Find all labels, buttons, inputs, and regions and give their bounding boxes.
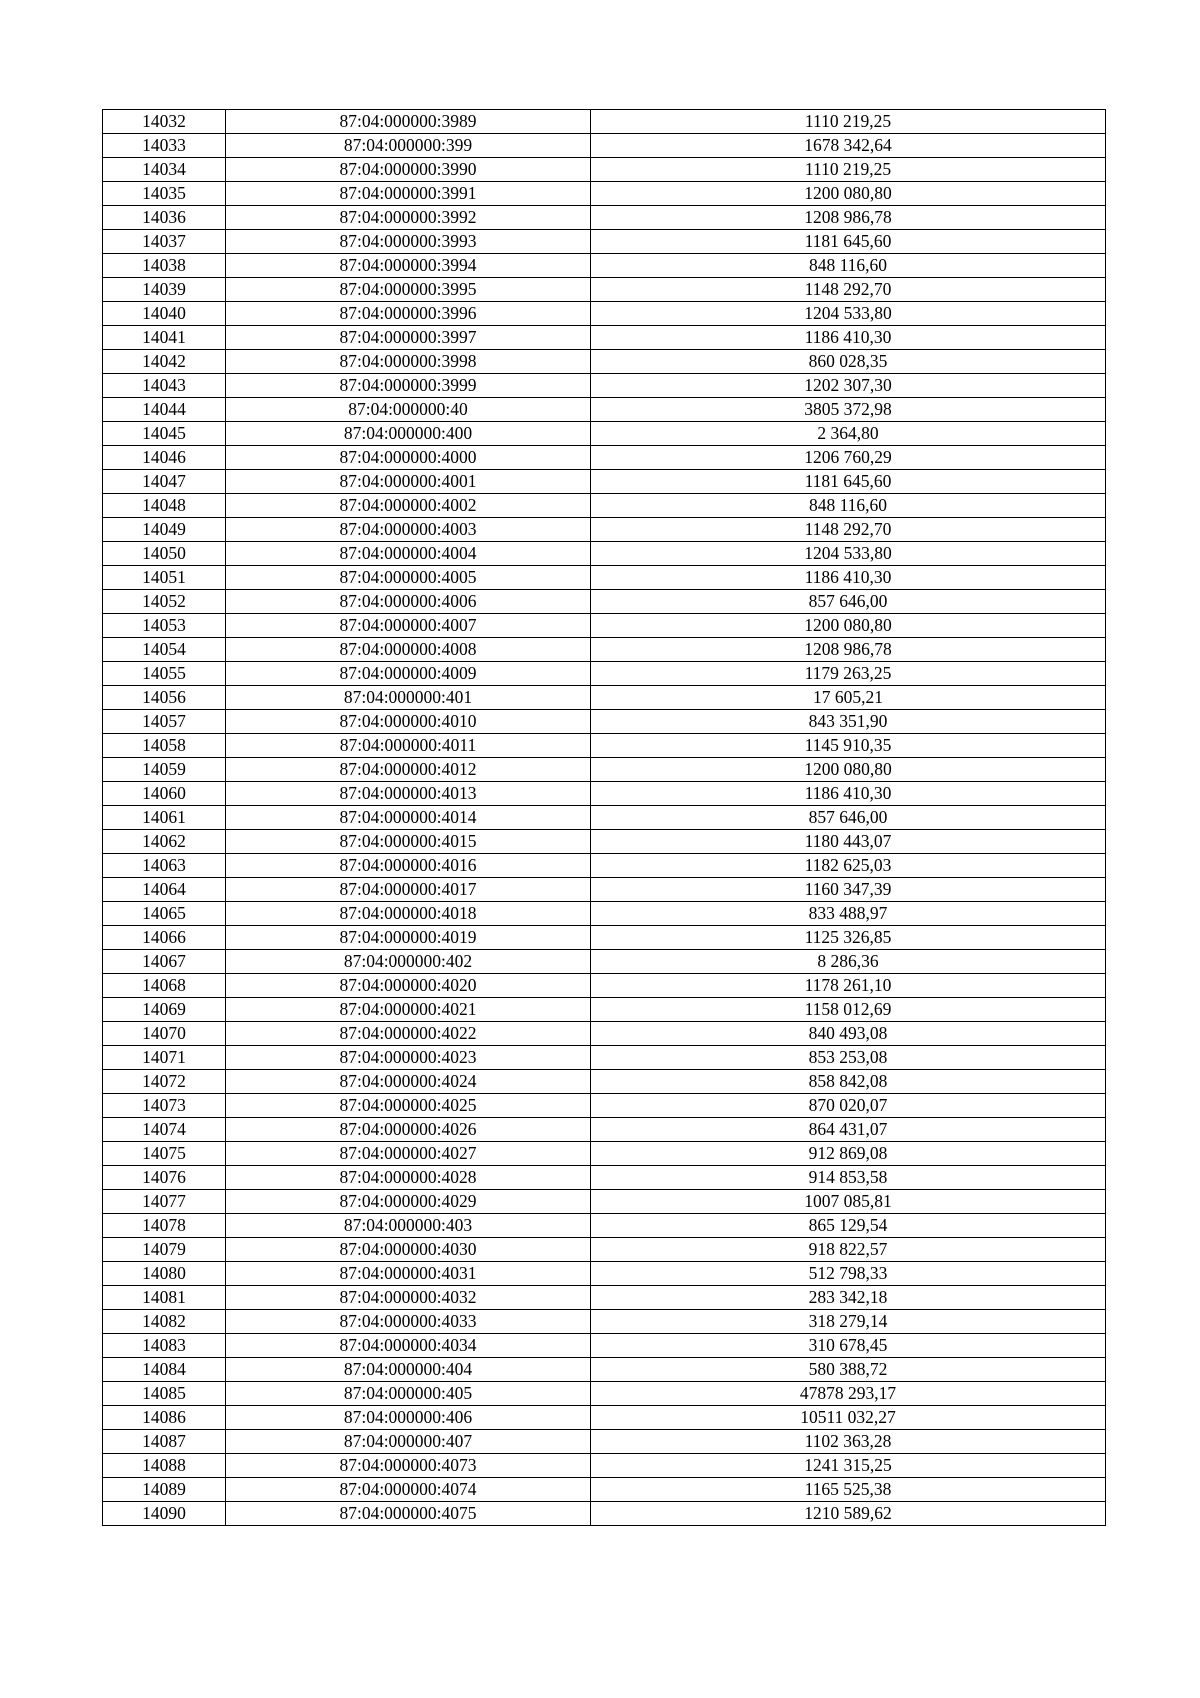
cadastral-number-cell: 87:04:000000:4013 (226, 782, 591, 806)
cadastral-value-cell: 1110 219,25 (591, 158, 1106, 182)
row-number-cell: 14057 (103, 710, 226, 734)
cadastral-number-cell: 87:04:000000:4010 (226, 710, 591, 734)
cadastral-number-cell: 87:04:000000:4073 (226, 1454, 591, 1478)
cadastral-value-cell: 1158 012,69 (591, 998, 1106, 1022)
cadastral-number-cell: 87:04:000000:406 (226, 1406, 591, 1430)
cadastral-value-cell: 848 116,60 (591, 494, 1106, 518)
cadastral-number-cell: 87:04:000000:4004 (226, 542, 591, 566)
cadastral-value-cell: 1180 443,07 (591, 830, 1106, 854)
cadastral-value-cell: 858 842,08 (591, 1070, 1106, 1094)
cadastral-number-cell: 87:04:000000:3990 (226, 158, 591, 182)
row-number-cell: 14046 (103, 446, 226, 470)
cadastral-number-cell: 87:04:000000:4027 (226, 1142, 591, 1166)
cadastral-number-cell: 87:04:000000:3994 (226, 254, 591, 278)
table-row (103, 758, 1106, 782)
cadastral-number-cell: 87:04:000000:4017 (226, 878, 591, 902)
table-row (103, 1238, 1106, 1262)
cadastral-number-cell: 87:04:000000:3995 (226, 278, 591, 302)
cadastral-number-cell: 87:04:000000:4020 (226, 974, 591, 998)
table-row (103, 1262, 1106, 1286)
row-number-cell: 14039 (103, 278, 226, 302)
row-number-cell: 14052 (103, 590, 226, 614)
row-number-cell: 14035 (103, 182, 226, 206)
cadastral-value-cell: 853 253,08 (591, 1046, 1106, 1070)
cadastral-value-cell: 1208 986,78 (591, 638, 1106, 662)
row-number-cell: 14070 (103, 1022, 226, 1046)
row-number-cell: 14055 (103, 662, 226, 686)
cadastral-value-cell: 1678 342,64 (591, 134, 1106, 158)
row-number-cell: 14044 (103, 398, 226, 422)
table-row (103, 326, 1106, 350)
cadastral-value-cell: 1181 645,60 (591, 470, 1106, 494)
cadastral-number-cell: 87:04:000000:4031 (226, 1262, 591, 1286)
row-number-cell: 14049 (103, 518, 226, 542)
cadastral-value-cell: 1241 315,25 (591, 1454, 1106, 1478)
cadastral-number-cell: 87:04:000000:3993 (226, 230, 591, 254)
row-number-cell: 14053 (103, 614, 226, 638)
cadastral-number-cell: 87:04:000000:3991 (226, 182, 591, 206)
cadastral-value-cell: 1110 219,25 (591, 110, 1106, 134)
cadastral-number-cell: 87:04:000000:4015 (226, 830, 591, 854)
cadastral-number-cell: 87:04:000000:3997 (226, 326, 591, 350)
row-number-cell: 14037 (103, 230, 226, 254)
row-number-cell: 14047 (103, 470, 226, 494)
cadastral-number-cell: 87:04:000000:3999 (226, 374, 591, 398)
table-row (103, 1430, 1106, 1454)
cadastral-value-cell: 2 364,80 (591, 422, 1106, 446)
cadastral-value-cell: 1125 326,85 (591, 926, 1106, 950)
row-number-cell: 14062 (103, 830, 226, 854)
cadastral-value-cell: 1200 080,80 (591, 182, 1106, 206)
row-number-cell: 14050 (103, 542, 226, 566)
row-number-cell: 14068 (103, 974, 226, 998)
row-number-cell: 14089 (103, 1478, 226, 1502)
table-row (103, 590, 1106, 614)
row-number-cell: 14033 (103, 134, 226, 158)
row-number-cell: 14060 (103, 782, 226, 806)
row-number-cell: 14085 (103, 1382, 226, 1406)
table-row (103, 1478, 1106, 1502)
cadastral-number-cell: 87:04:000000:4003 (226, 518, 591, 542)
row-number-cell: 14087 (103, 1430, 226, 1454)
row-number-cell: 14061 (103, 806, 226, 830)
cadastral-number-cell: 87:04:000000:4028 (226, 1166, 591, 1190)
cadastral-value-cell: 1202 307,30 (591, 374, 1106, 398)
table-row (103, 1382, 1106, 1406)
row-number-cell: 14078 (103, 1214, 226, 1238)
row-number-cell: 14066 (103, 926, 226, 950)
cadastral-value-cell: 1148 292,70 (591, 278, 1106, 302)
table-row (103, 1094, 1106, 1118)
table-row (103, 278, 1106, 302)
table-row (103, 734, 1106, 758)
cadastral-number-cell: 87:04:000000:4030 (226, 1238, 591, 1262)
cadastral-number-cell: 87:04:000000:405 (226, 1382, 591, 1406)
cadastral-value-cell: 10511 032,27 (591, 1406, 1106, 1430)
document-page (102, 109, 1105, 1526)
cadastral-value-cell: 310 678,45 (591, 1334, 1106, 1358)
cadastral-number-cell: 87:04:000000:4009 (226, 662, 591, 686)
cadastral-number-cell: 87:04:000000:4016 (226, 854, 591, 878)
cadastral-value-cell: 914 853,58 (591, 1166, 1106, 1190)
row-number-cell: 14076 (103, 1166, 226, 1190)
row-number-cell: 14059 (103, 758, 226, 782)
table-row (103, 422, 1106, 446)
cadastral-number-cell: 87:04:000000:4074 (226, 1478, 591, 1502)
cadastral-number-cell: 87:04:000000:4033 (226, 1310, 591, 1334)
table-row (103, 158, 1106, 182)
cadastral-value-cell: 47878 293,17 (591, 1382, 1106, 1406)
table-row (103, 1358, 1106, 1382)
table-row (103, 1046, 1106, 1070)
table-row (103, 878, 1106, 902)
table-row (103, 782, 1106, 806)
cadastral-value-cell: 1208 986,78 (591, 206, 1106, 230)
row-number-cell: 14072 (103, 1070, 226, 1094)
cadastral-number-cell: 87:04:000000:3998 (226, 350, 591, 374)
table-row (103, 998, 1106, 1022)
row-number-cell: 14079 (103, 1238, 226, 1262)
row-number-cell: 14041 (103, 326, 226, 350)
row-number-cell: 14075 (103, 1142, 226, 1166)
row-number-cell: 14056 (103, 686, 226, 710)
cadastral-number-cell: 87:04:000000:4032 (226, 1286, 591, 1310)
row-number-cell: 14069 (103, 998, 226, 1022)
cadastral-number-cell: 87:04:000000:4019 (226, 926, 591, 950)
cadastral-value-cell: 1178 261,10 (591, 974, 1106, 998)
cadastral-number-cell: 87:04:000000:4021 (226, 998, 591, 1022)
cadastral-number-cell: 87:04:000000:404 (226, 1358, 591, 1382)
cadastral-number-cell: 87:04:000000:4008 (226, 638, 591, 662)
table-row (103, 446, 1106, 470)
row-number-cell: 14064 (103, 878, 226, 902)
row-number-cell: 14086 (103, 1406, 226, 1430)
cadastral-number-cell: 87:04:000000:400 (226, 422, 591, 446)
row-number-cell: 14081 (103, 1286, 226, 1310)
row-number-cell: 14080 (103, 1262, 226, 1286)
row-number-cell: 14073 (103, 1094, 226, 1118)
table-row (103, 662, 1106, 686)
cadastral-value-cell: 1181 645,60 (591, 230, 1106, 254)
cadastral-number-cell: 87:04:000000:4024 (226, 1070, 591, 1094)
table-row (103, 494, 1106, 518)
row-number-cell: 14071 (103, 1046, 226, 1070)
row-number-cell: 14048 (103, 494, 226, 518)
table-row (103, 1022, 1106, 1046)
cadastral-number-cell: 87:04:000000:4029 (226, 1190, 591, 1214)
table-row (103, 1166, 1106, 1190)
cadastral-number-cell: 87:04:000000:4007 (226, 614, 591, 638)
table-row (103, 1310, 1106, 1334)
row-number-cell: 14067 (103, 950, 226, 974)
cadastral-value-cell: 860 028,35 (591, 350, 1106, 374)
table-row (103, 854, 1106, 878)
table-row (103, 710, 1106, 734)
cadastral-value-cell: 865 129,54 (591, 1214, 1106, 1238)
cadastral-value-cell: 1200 080,80 (591, 614, 1106, 638)
cadastral-number-cell: 87:04:000000:4011 (226, 734, 591, 758)
cadastral-value-cell: 8 286,36 (591, 950, 1106, 974)
row-number-cell: 14077 (103, 1190, 226, 1214)
row-number-cell: 14058 (103, 734, 226, 758)
cadastral-number-cell: 87:04:000000:403 (226, 1214, 591, 1238)
cadastral-value-cell: 1102 363,28 (591, 1430, 1106, 1454)
table-body (103, 110, 1106, 1526)
table-row (103, 1286, 1106, 1310)
cadastral-value-cell: 1007 085,81 (591, 1190, 1106, 1214)
cadastral-value-cell: 1165 525,38 (591, 1478, 1106, 1502)
table-row (103, 110, 1106, 134)
cadastral-value-cell: 1148 292,70 (591, 518, 1106, 542)
table-row (103, 1142, 1106, 1166)
table-row (103, 518, 1106, 542)
cadastral-number-cell: 87:04:000000:4006 (226, 590, 591, 614)
row-number-cell: 14034 (103, 158, 226, 182)
table-row (103, 830, 1106, 854)
row-number-cell: 14042 (103, 350, 226, 374)
cadastral-number-cell: 87:04:000000:4026 (226, 1118, 591, 1142)
cadastral-value-cell: 857 646,00 (591, 806, 1106, 830)
row-number-cell: 14090 (103, 1502, 226, 1526)
table-row (103, 1406, 1106, 1430)
cadastral-value-cell: 580 388,72 (591, 1358, 1106, 1382)
table-row (103, 566, 1106, 590)
row-number-cell: 14088 (103, 1454, 226, 1478)
cadastral-value-cell: 3805 372,98 (591, 398, 1106, 422)
table-row (103, 374, 1106, 398)
cadastral-value-cell: 1179 263,25 (591, 662, 1106, 686)
cadastral-number-cell: 87:04:000000:399 (226, 134, 591, 158)
cadastral-value-cell: 1204 533,80 (591, 542, 1106, 566)
cadastral-number-cell: 87:04:000000:3992 (226, 206, 591, 230)
table-row (103, 614, 1106, 638)
table-row (103, 470, 1106, 494)
row-number-cell: 14036 (103, 206, 226, 230)
cadastral-value-table (102, 109, 1106, 1526)
cadastral-value-cell: 1186 410,30 (591, 782, 1106, 806)
cadastral-value-cell: 283 342,18 (591, 1286, 1106, 1310)
table-row (103, 806, 1106, 830)
cadastral-value-cell: 512 798,33 (591, 1262, 1106, 1286)
table-row (103, 1454, 1106, 1478)
cadastral-number-cell: 87:04:000000:402 (226, 950, 591, 974)
table-row (103, 926, 1106, 950)
table-row (103, 1502, 1106, 1526)
cadastral-number-cell: 87:04:000000:3996 (226, 302, 591, 326)
cadastral-value-cell: 912 869,08 (591, 1142, 1106, 1166)
cadastral-number-cell: 87:04:000000:4014 (226, 806, 591, 830)
cadastral-number-cell: 87:04:000000:4022 (226, 1022, 591, 1046)
cadastral-value-cell: 1210 589,62 (591, 1502, 1106, 1526)
cadastral-value-cell: 1182 625,03 (591, 854, 1106, 878)
cadastral-number-cell: 87:04:000000:4002 (226, 494, 591, 518)
cadastral-number-cell: 87:04:000000:4001 (226, 470, 591, 494)
cadastral-number-cell: 87:04:000000:4000 (226, 446, 591, 470)
cadastral-number-cell: 87:04:000000:4012 (226, 758, 591, 782)
cadastral-number-cell: 87:04:000000:401 (226, 686, 591, 710)
table-row (103, 974, 1106, 998)
table-row (103, 1070, 1106, 1094)
row-number-cell: 14040 (103, 302, 226, 326)
row-number-cell: 14084 (103, 1358, 226, 1382)
row-number-cell: 14082 (103, 1310, 226, 1334)
cadastral-value-cell: 1186 410,30 (591, 326, 1106, 350)
row-number-cell: 14065 (103, 902, 226, 926)
cadastral-number-cell: 87:04:000000:4005 (226, 566, 591, 590)
row-number-cell: 14074 (103, 1118, 226, 1142)
table-row (103, 182, 1106, 206)
table-row (103, 350, 1106, 374)
table-row (103, 1118, 1106, 1142)
cadastral-value-cell: 833 488,97 (591, 902, 1106, 926)
row-number-cell: 14063 (103, 854, 226, 878)
table-row (103, 950, 1106, 974)
row-number-cell: 14045 (103, 422, 226, 446)
row-number-cell: 14051 (103, 566, 226, 590)
cadastral-number-cell: 87:04:000000:4075 (226, 1502, 591, 1526)
table-row (103, 638, 1106, 662)
row-number-cell: 14038 (103, 254, 226, 278)
cadastral-value-cell: 1200 080,80 (591, 758, 1106, 782)
row-number-cell: 14054 (103, 638, 226, 662)
cadastral-value-cell: 870 020,07 (591, 1094, 1106, 1118)
cadastral-value-cell: 843 351,90 (591, 710, 1106, 734)
row-number-cell: 14043 (103, 374, 226, 398)
table-row (103, 902, 1106, 926)
cadastral-value-cell: 1186 410,30 (591, 566, 1106, 590)
cadastral-value-cell: 1206 760,29 (591, 446, 1106, 470)
cadastral-number-cell: 87:04:000000:4034 (226, 1334, 591, 1358)
cadastral-number-cell: 87:04:000000:40 (226, 398, 591, 422)
cadastral-value-cell: 1145 910,35 (591, 734, 1106, 758)
cadastral-number-cell: 87:04:000000:3989 (226, 110, 591, 134)
table-row (103, 1214, 1106, 1238)
cadastral-value-cell: 1204 533,80 (591, 302, 1106, 326)
table-row (103, 302, 1106, 326)
cadastral-value-cell: 918 822,57 (591, 1238, 1106, 1262)
cadastral-value-cell: 857 646,00 (591, 590, 1106, 614)
table-row (103, 1334, 1106, 1358)
cadastral-value-cell: 1160 347,39 (591, 878, 1106, 902)
table-row (103, 206, 1106, 230)
cadastral-number-cell: 87:04:000000:4025 (226, 1094, 591, 1118)
table-row (103, 398, 1106, 422)
table-row (103, 542, 1106, 566)
cadastral-value-cell: 848 116,60 (591, 254, 1106, 278)
cadastral-value-cell: 17 605,21 (591, 686, 1106, 710)
table-row (103, 230, 1106, 254)
cadastral-value-cell: 840 493,08 (591, 1022, 1106, 1046)
row-number-cell: 14032 (103, 110, 226, 134)
cadastral-value-cell: 864 431,07 (591, 1118, 1106, 1142)
table-row (103, 134, 1106, 158)
cadastral-number-cell: 87:04:000000:407 (226, 1430, 591, 1454)
cadastral-number-cell: 87:04:000000:4018 (226, 902, 591, 926)
row-number-cell: 14083 (103, 1334, 226, 1358)
table-row (103, 254, 1106, 278)
cadastral-value-cell: 318 279,14 (591, 1310, 1106, 1334)
cadastral-number-cell: 87:04:000000:4023 (226, 1046, 591, 1070)
table-row (103, 686, 1106, 710)
table-row (103, 1190, 1106, 1214)
